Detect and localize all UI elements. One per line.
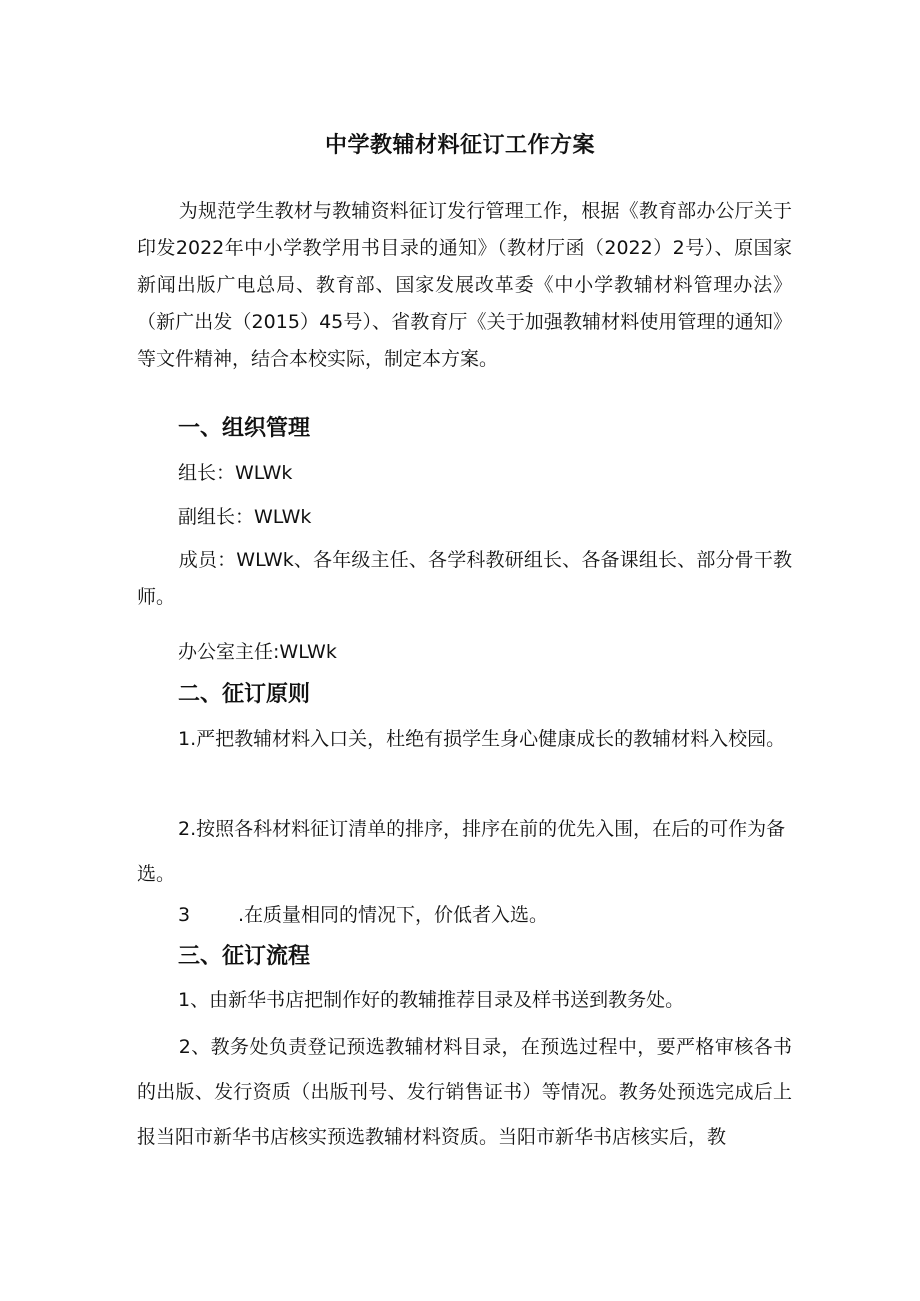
principle-number: 3 xyxy=(178,904,191,926)
members-paragraph: 成员：WLWk、各年级主任、各学科教研组长、各备课组长、部分骨干教师。 xyxy=(137,549,792,608)
principle-text: .在质量相同的情况下，价低者入选。 xyxy=(238,904,549,926)
section-heading-process: 三、征订流程 xyxy=(178,944,311,969)
principle-text: .严把教辅材料入口关，杜绝有损学生身心健康成长的教辅材料入校园。 xyxy=(190,728,786,750)
principle-item-2 xyxy=(137,807,792,897)
vice-leader-line: 副组长：WLWk xyxy=(178,506,312,528)
process-step-2: 2、教务处负责登记预选教辅材料目录，在预选过程中，要严格审核各书的出版、发行资质（出版刊号、发行销售证书）等情况。教务处预选完成后上报当阳市新华书店核实预选教辅材料资质。当阳市新华书店核实后，教 xyxy=(137,1036,792,1148)
intro-paragraph: 为规范学生教材与教辅资料征订发行管理工作，根据《教育部办公厅关于印发2022年中小学教学用书目录的通知》（教材厅函（2022）2号）、原国家新闻出版广电总局、教育部、国家发展改革委《中小学教辅材料管理办法》（新广出发（2015）45号）、省教育厅《关于加强教辅材料使用管理的通知》等文件精神，结合本校实际，制定本方案。 xyxy=(137,200,792,370)
principle-text: .按照各科材料征订清单的排序，排序在前的优先入围，在后的可作为备选。 xyxy=(137,818,786,885)
leader-line: 组长：WLWk xyxy=(178,462,293,484)
office-director-line: 办公室主任:WLWk xyxy=(178,641,337,663)
process-step-2-block xyxy=(137,1025,792,1160)
process-step-1: 1、由新华书店把制作好的教辅推荐目录及样书送到教务处。 xyxy=(178,989,685,1011)
section-heading-principles: 二、征订原则 xyxy=(178,682,311,707)
principle-item-1 xyxy=(137,717,792,762)
principle-item-3 xyxy=(137,893,792,938)
intro-paragraph-block xyxy=(137,193,792,378)
principle-number: 1 xyxy=(178,728,191,750)
principle-number: 2 xyxy=(178,818,191,840)
document-title: 中学教辅材料征订工作方案 xyxy=(324,133,595,158)
section-heading-organization: 一、组织管理 xyxy=(178,416,311,441)
members-block xyxy=(137,542,792,616)
